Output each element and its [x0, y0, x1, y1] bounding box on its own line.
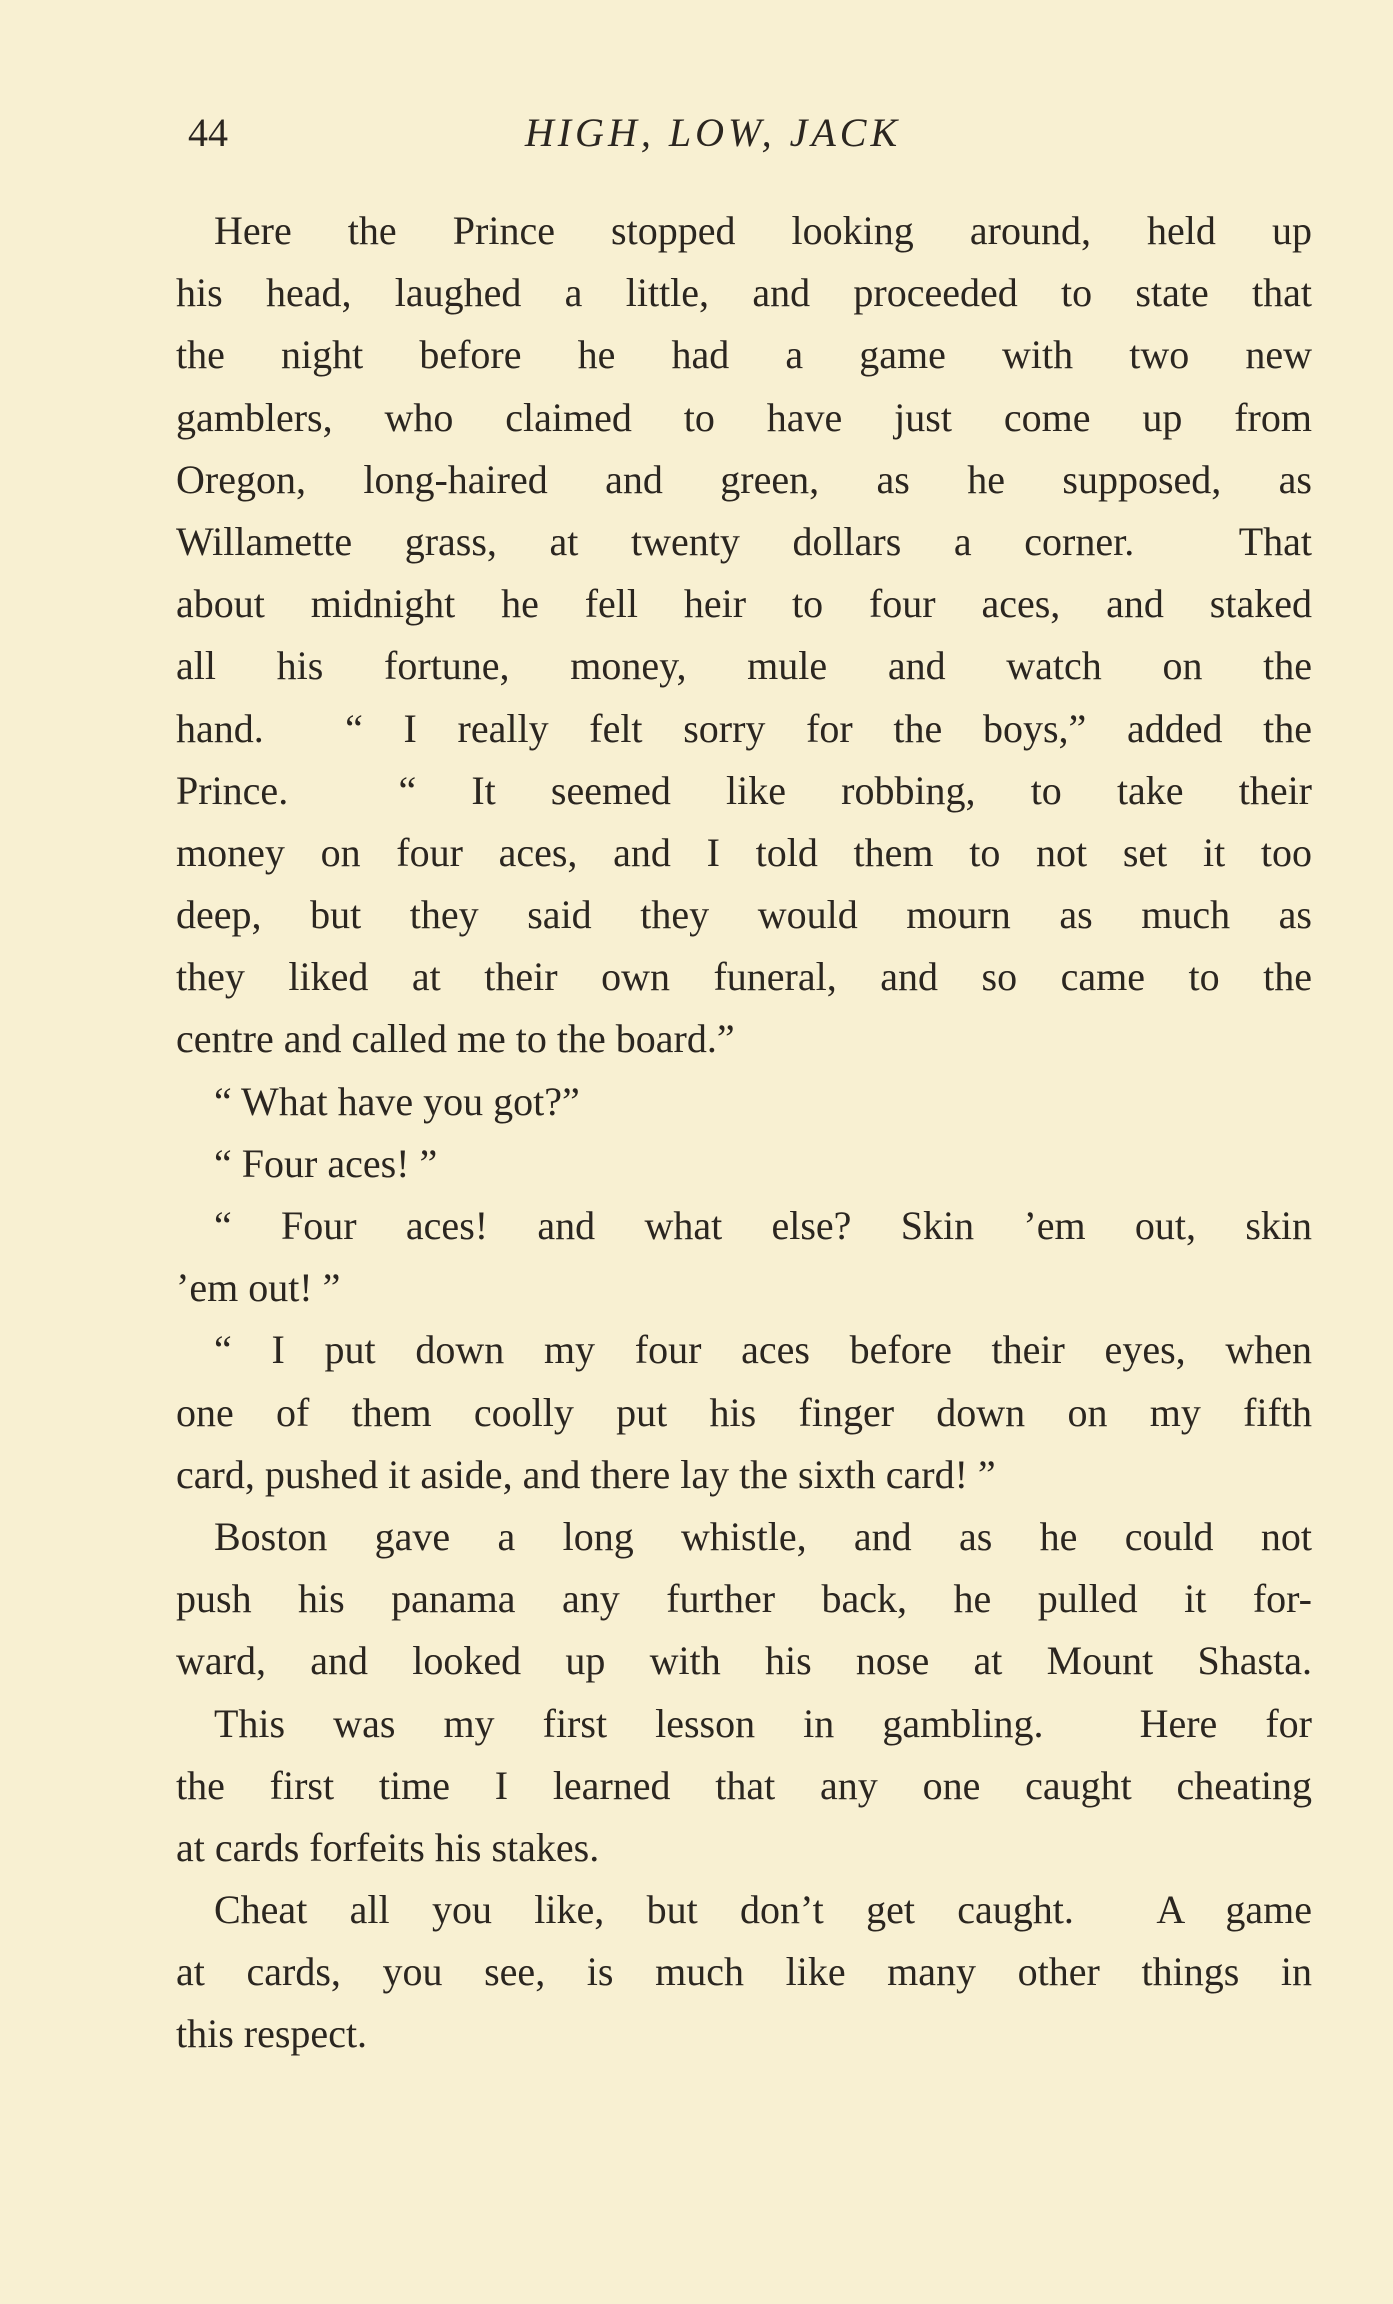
text-line: Prince. “ It seemed like robbing, to take their [176, 767, 1312, 813]
text-line: money on four aces, and I told them to not set it too [176, 829, 1312, 875]
running-title: HIGH, LOW, JACK [524, 110, 902, 155]
text-line: centre and called me to the board.” [176, 1016, 735, 1062]
text-line: Oregon, long-haired and green, as he supposed, as [176, 456, 1312, 502]
text-line: ward, and looked up with his nose at Mount Shasta. [176, 1638, 1312, 1684]
text-line: deep, but they said they would mourn as much as [176, 892, 1312, 938]
text-line: push his panama any further back, he pulled it for- [176, 1576, 1312, 1622]
text-line: Cheat all you like, but don’t get caught. A game [214, 1887, 1312, 1933]
text-line: they liked at their own funeral, and so came to the [176, 954, 1312, 1000]
running-head [188, 108, 1198, 158]
body-text [176, 200, 1312, 2066]
text-line: “ Four aces! ” [214, 1140, 438, 1186]
text-line: card, pushed it aside, and there lay the sixth card! ” [176, 1451, 996, 1497]
text-line: hand. “ I really felt sorry for the boys,” added the [176, 705, 1312, 751]
page-number: 44 [188, 110, 228, 155]
text-line: this respect. [176, 2011, 368, 2057]
text-line: the night before he had a game with two new [176, 332, 1312, 378]
text-line: “ Four aces! and what else? Skin ’em out, skin [214, 1203, 1312, 1248]
text-line: his head, laughed a little, and proceeded to state that [176, 270, 1312, 316]
text-line: Boston gave a long whistle, and as he could not [214, 1513, 1312, 1559]
text-line: “ What have you got?” [214, 1078, 580, 1124]
text-line: at cards, you see, is much like many other things in [176, 1949, 1312, 1995]
text-line: gamblers, who claimed to have just come up from [176, 394, 1312, 440]
text-line: all his fortune, money, mule and watch on the [176, 643, 1312, 689]
text-line: “ I put down my four aces before their eyes, when [214, 1327, 1312, 1373]
text-line: ’em out! ” [176, 1265, 341, 1311]
text-line: at cards forfeits his stakes. [176, 1824, 600, 1870]
text-line: Willamette grass, at twenty dollars a corner. That [176, 518, 1312, 564]
text-line: one of them coolly put his finger down on my fifth [176, 1389, 1312, 1435]
text-line: This was my first lesson in gambling. Here for [214, 1700, 1312, 1746]
text-line: the first time I learned that any one caught cheating [176, 1762, 1312, 1808]
text-line: about midnight he fell heir to four aces, and staked [176, 581, 1312, 627]
text-line: Here the Prince stopped looking around, held up [214, 208, 1312, 253]
